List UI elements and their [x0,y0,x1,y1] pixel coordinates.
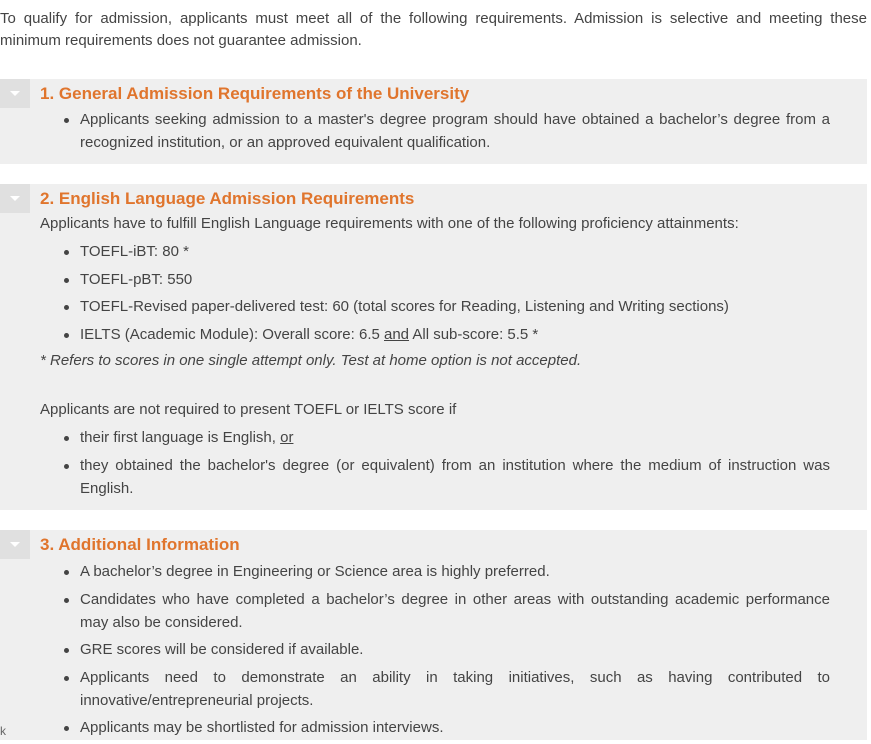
section-title[interactable]: 3. Additional Information [40,535,240,554]
collapse-toggle-button[interactable] [0,530,30,559]
section-title[interactable]: 1. General Admission Requirements of the University [40,84,470,103]
ielts-subscore-text: All sub-score: 5.5 * [409,325,539,343]
score-note: * Refers to scores in one single attempt only. Test at home option is not accepted. [40,352,582,369]
collapse-toggle-button[interactable] [0,79,30,108]
list-item: TOEFL-iBT: 80 * [40,240,830,263]
caret-down-icon [10,542,20,547]
exemption-list [40,426,830,500]
list-item: Candidates who have completed a bachelor’s degree in other areas with outstanding academic performance may also be considered. [40,588,830,634]
collapse-toggle-button[interactable] [0,184,30,213]
list-item: Applicants may be shortlisted for admission interviews. [40,716,830,739]
requirements-list [40,108,830,154]
english-lead-text: Applicants have to fulfill English Language requirements with one of the following proficiency attainments: [40,215,739,232]
or-underlined: or [280,429,294,446]
exemption-text: their first language is English, [80,429,281,446]
list-item: GRE scores will be considered if available. [40,638,830,661]
intro-text: To qualify for admission, applicants must meet all of the following requirements. Admission is selective and meeting these minimum requirements does not guarantee admission. [0,10,867,49]
list-item: TOEFL-pBT: 550 [40,268,830,291]
caret-down-icon [10,91,20,96]
proficiency-list [40,240,830,346]
list-item [40,426,830,449]
stray-glyph: k [0,724,6,738]
exemption-lead-text: Applicants are not required to present TOEFL or IELTS score if [40,401,457,418]
ielts-text: IELTS (Academic Module): Overall score: 6.5 [80,325,384,343]
section-body [40,213,830,504]
caret-down-icon [10,196,20,201]
section-general-requirements [0,79,867,164]
list-item: Applicants need to demonstrate an ability in taking initiatives, such as having contributed to innovative/entrepreneurial projects. [40,666,830,712]
list-item: they obtained the bachelor's degree (or equivalent) from an institution where the medium of instruction was English. [40,454,830,500]
list-item: A bachelor’s degree in Engineering or Science area is highly preferred. [40,560,830,583]
section-title[interactable]: 2. English Language Admission Requirements [40,189,415,208]
additional-info-list [40,560,830,739]
and-underlined: and [384,325,410,343]
list-item [40,323,830,346]
section-body [40,108,830,159]
section-additional-information [0,530,867,740]
section-english-requirements [0,184,867,510]
list-item: TOEFL-Revised paper-delivered test: 60 (total scores for Reading, Listening and Writing sections) [40,295,830,318]
list-item: Applicants seeking admission to a master's degree program should have obtained a bachelor’s degree from a recognized institution, or an approved equivalent qualification. [40,108,830,154]
section-body [40,560,830,744]
